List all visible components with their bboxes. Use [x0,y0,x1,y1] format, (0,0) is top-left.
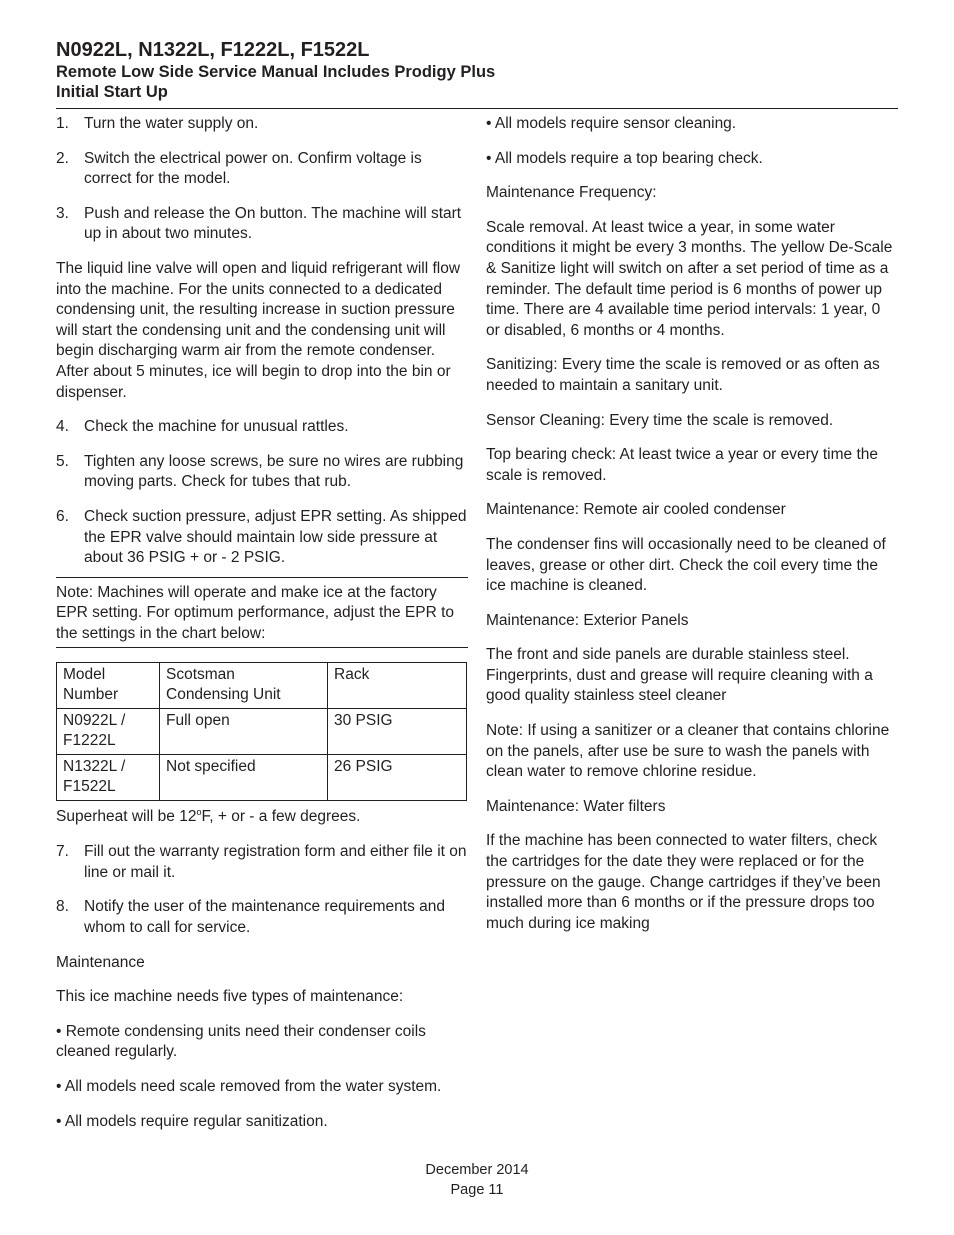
right-column [486,114,898,948]
table-header-cell: Scotsman Condensing Unit [160,663,328,709]
page-header [56,38,898,102]
page-footer [0,1160,954,1200]
header-divider [56,108,898,109]
maintenance-heading: Maintenance [56,953,145,971]
bullet-item: • All models require a top bearing check. [486,149,763,167]
list-item: 5. Tighten any loose screws, be sure no wires are rubbing moving parts. Check for tubes that rub. [56,452,464,491]
liquid-line-paragraph: The liquid line valve will open and liquid refrigerant will flow into the machine. For the units connected to a dedicated condensing unit, the resulting increase in suction pressure will start the condensing unit and the condensing unit will begin discharging warm air from the remote condenser. After about 5 minutes, ice will begin to drop into the bin or dispenser. [56,259,461,401]
table-row [57,755,467,801]
maintenance-intro: This ice machine needs five types of maintenance: [56,988,404,1006]
paragraph: Sensor Cleaning: Every time the scale is removed. [486,411,834,429]
table-cell: N0922L / F1222L [57,709,160,755]
table-header-cell: Rack [328,663,467,709]
table-cell: Not specified [160,755,328,801]
subheading: Maintenance: Remote air cooled condenser [486,501,786,519]
paragraph: Note: If using a sanitizer or a cleaner that contains chlorine on the panels, after use be sure to wash the panels with clean water to remove chlorine residue. [486,722,890,781]
bullet-item: • All models require sensor cleaning. [486,115,737,132]
paragraph: Top bearing check: At least twice a year or every time the scale is removed. [486,446,878,484]
list-item: 4. Check the machine for unusual rattles. [56,418,349,436]
paragraph: Scale removal. At least twice a year, in some water conditions it might be every 3 months. The yellow De-Scale & Sanitize light will switch on after a set period of time as a reminder. The default time period is 6 months of power up time. There are 4 available time period intervals: 1 year, 0 or disabled, 6 months or 4 months. [486,218,893,339]
bullet-item: • All models require regular sanitization. [56,1112,328,1130]
list-item: 2. Switch the electrical power on. Confirm voltage is correct for the model. [56,149,422,188]
table-header-row [57,663,467,709]
subheading: Maintenance Frequency: [486,184,657,202]
list-item: 3. Push and release the On button. The machine will start up in about two minutes. [56,204,462,243]
footer-date: December 2014 [425,1162,529,1178]
paragraph: Sanitizing: Every time the scale is removed or as often as needed to maintain a sanitary unit. [486,356,880,394]
subheading: Maintenance: Exterior Panels [486,611,689,629]
subheading: Maintenance: Water filters [486,797,666,815]
note-text: Note: Machines will operate and make ice at the factory EPR setting. For optimum performance, adjust the EPR to the settings in the chart below: [56,583,455,642]
left-column [56,114,468,1146]
epr-settings-table [56,662,467,801]
document-title: N0922L, N1322L, F1222L, F1522L [56,39,370,61]
table-cell: 26 PSIG [328,755,467,801]
section-title: Initial Start Up [56,83,168,101]
paragraph: If the machine has been connected to water filters, check the cartridges for the date they were replaced or for the pressure on the gauge. Change cartridges if they’ve been installed more than 6 months or if the pressure drops too much during ice making [486,832,881,932]
table-cell: N1322L / F1522L [57,755,160,801]
table-row [57,709,467,755]
bullet-item: • All models need scale removed from the water system. [56,1077,442,1095]
paragraph: The condenser fins will occasionally need to be cleaned of leaves, grease or other dirt. Check the coil every time the ice machine is cleaned. [486,535,886,595]
table-cell: Full open [160,709,328,755]
table-header-cell: Model Number [57,663,160,709]
list-item: 1. Turn the water supply on. [56,115,259,132]
list-item: 8. Notify the user of the maintenance requirements and whom to call for service. [56,898,446,936]
note-box [56,577,468,649]
bullet-item: • Remote condensing units need their condenser coils cleaned regularly. [56,1022,426,1061]
page-number: Page 11 [450,1182,504,1198]
document-subtitle: Remote Low Side Service Manual Includes Prodigy Plus [56,63,496,81]
list-item: 7. Fill out the warranty registration form and either file it on line or mail it. [56,843,467,881]
list-item: 6. Check suction pressure, adjust EPR setting. As shipped the EPR valve should maintain low side pressure at about 36 PSIG + or - 2 PSIG. [56,507,467,567]
superheat-note: Superheat will be $12^oF$, + or - a few degrees. [56,807,361,826]
table-cell: 30 PSIG [328,709,467,755]
paragraph: The front and side panels are durable stainless steel. Fingerprints, dust and grease will require cleaning with a good quality stainless steel cleaner [486,646,873,705]
